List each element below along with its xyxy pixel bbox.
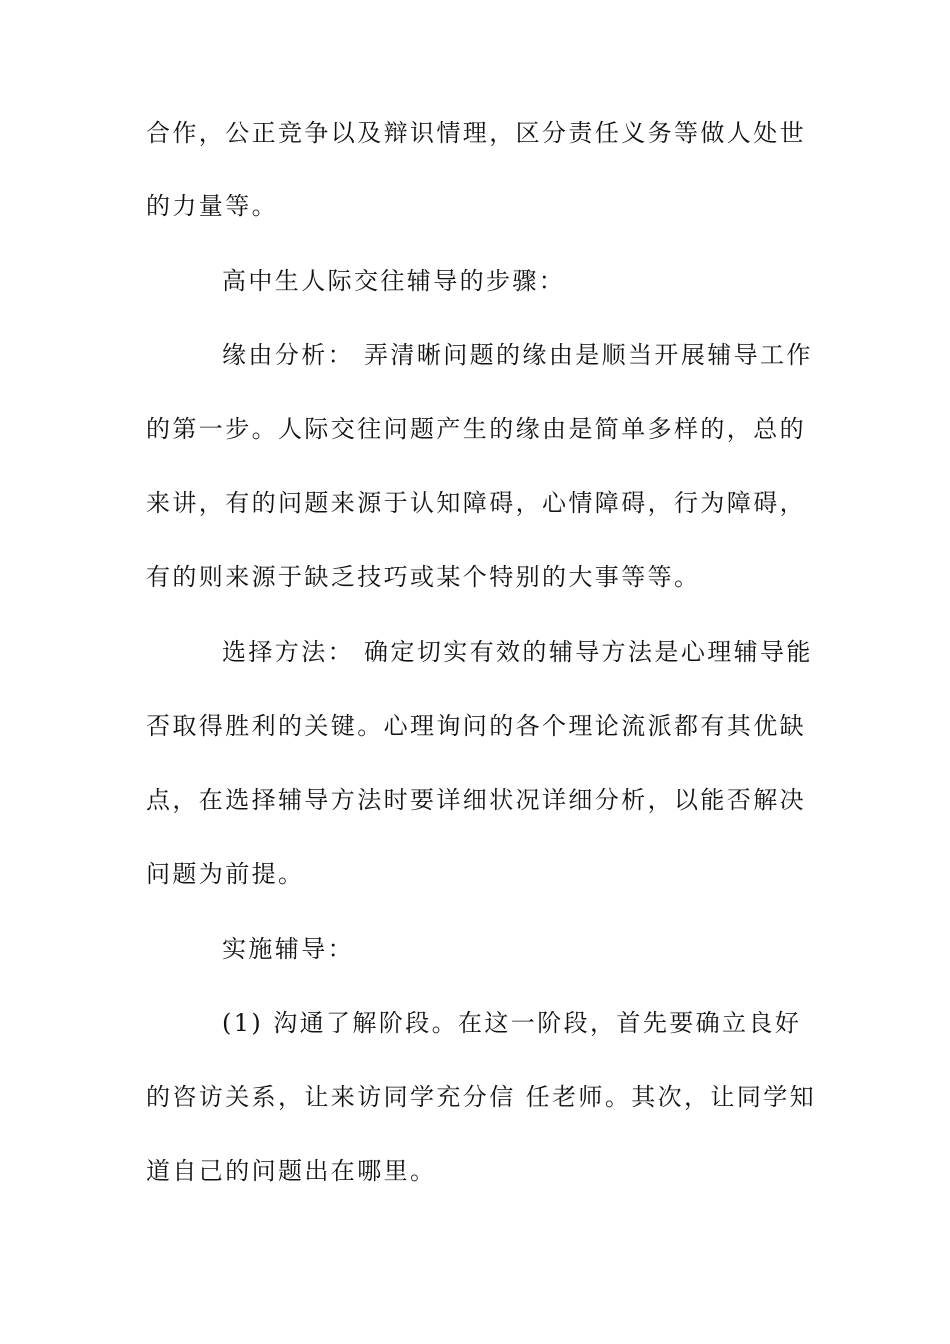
text-line-15: 道自己的问题出在哪里。: [146, 1157, 437, 1185]
text-line-2: 的力量等。: [146, 192, 278, 220]
text-line-9: 否取得胜利的关键。心理询问的各个理论流派都有其优缺: [146, 712, 806, 740]
text-line-1: 合作，公正竞争以及辩识情理，区分责任义务等做人处世: [146, 119, 806, 147]
section-heading-implement: 实施辅导：: [222, 935, 354, 963]
text-line-7: 有的则来源于缺乏技巧或某个特别的大事等等。: [146, 563, 701, 591]
section-heading-steps: 高中生人际交往辅导的步骤：: [222, 267, 566, 295]
text-line-10: 点，在选择辅导方法时要详细状况详细分析，以能否解决: [146, 786, 806, 814]
text-line-choose-method: 选择方法： 确定切实有效的辅导方法是心理辅导能: [222, 638, 813, 666]
text-line-stage-1: (1) 沟通了解阶段。在这一阶段，首先要确立良好: [222, 1009, 802, 1037]
text-line-11: 问题为前提。: [146, 860, 305, 888]
text-line-14: 的咨访关系，让来访同学充分信 任老师。其次，让同学知: [146, 1083, 817, 1111]
text-line-6: 来讲，有的问题来源于认知障碍，心情障碍，行为障碍，: [146, 489, 806, 517]
text-line-5: 的第一步。人际交往问题产生的缘由是简单多样的，总的: [146, 415, 806, 443]
text-line-cause-analysis: 缘由分析： 弄清晰问题的缘由是顺当开展辅导工作: [222, 341, 813, 369]
